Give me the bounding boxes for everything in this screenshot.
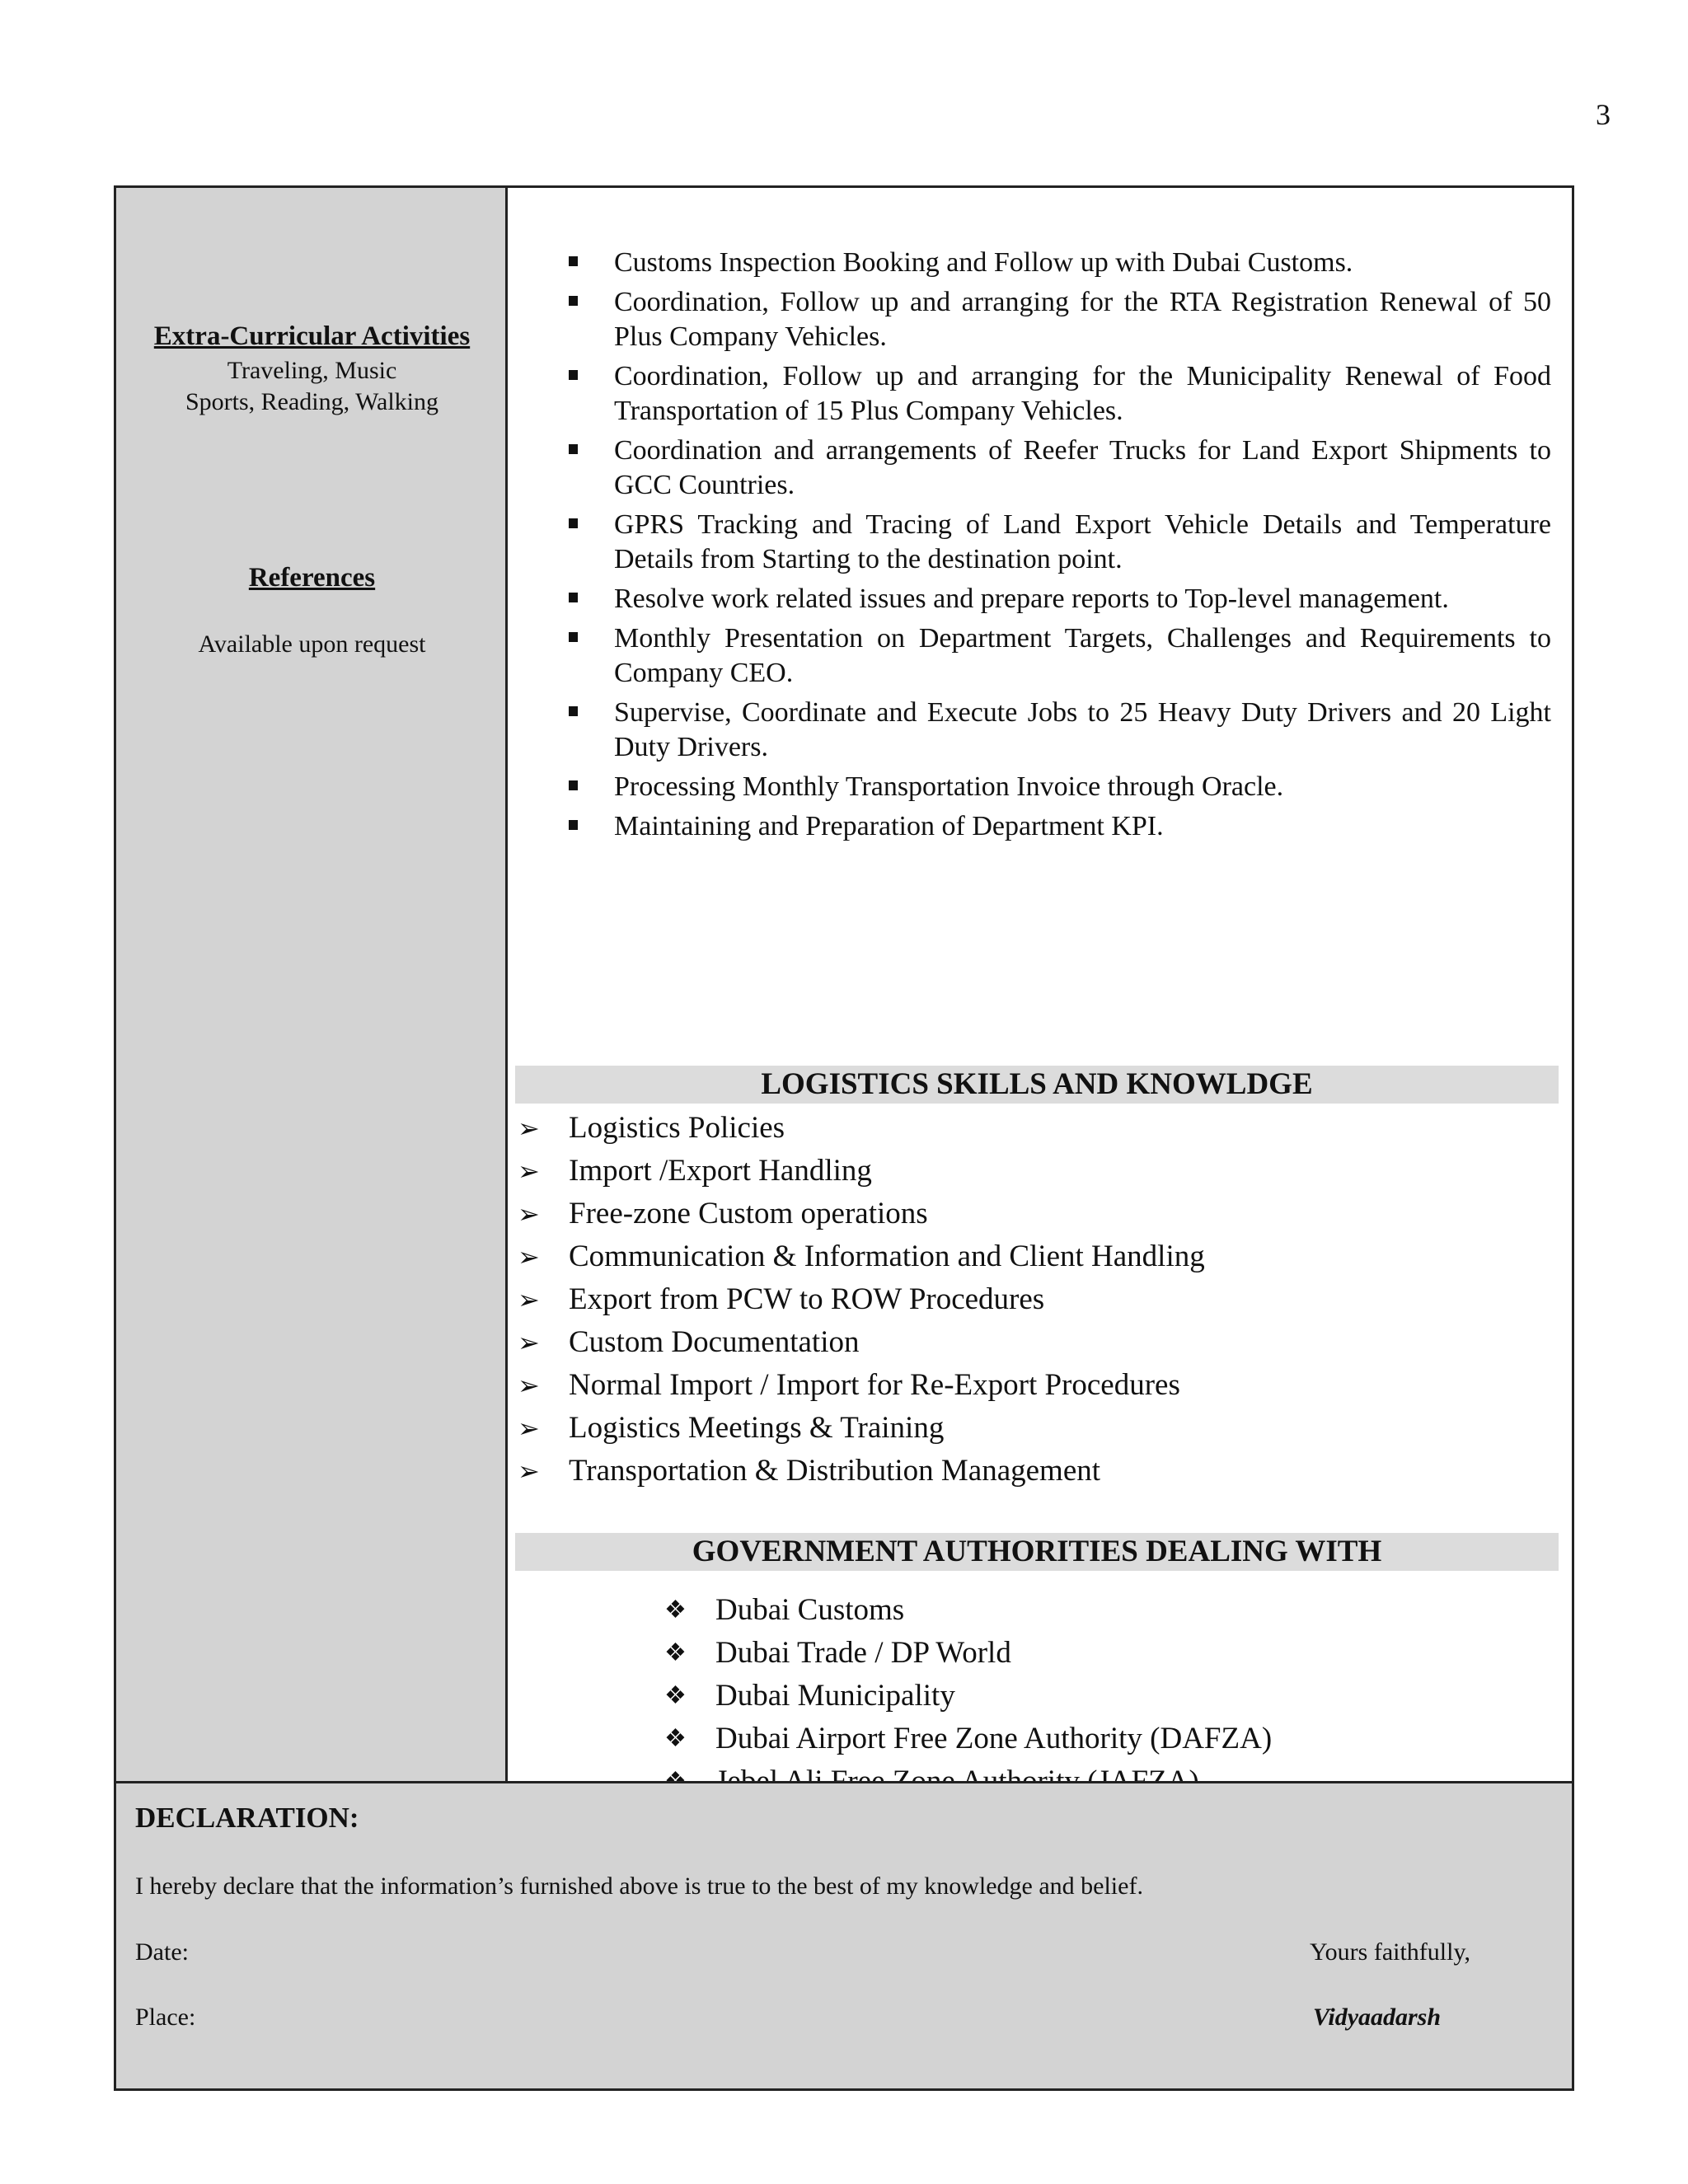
skill-item xyxy=(508,1278,1572,1321)
diamond-bullet-icon: ❖ xyxy=(664,1682,687,1709)
duty-item xyxy=(508,434,1572,503)
duty-text: Processing Monthly Transportation Invoice through Oracle. xyxy=(614,771,1284,802)
authority-text: Dubai Airport Free Zone Authority (DAFZA) xyxy=(715,1722,1273,1755)
duty-text: Maintaining and Preparation of Department KPI. xyxy=(614,811,1164,841)
square-bullet-icon xyxy=(569,444,578,454)
skill-text: Custom Documentation xyxy=(569,1325,860,1359)
authority-text: Dubai Customs xyxy=(715,1593,905,1627)
skill-item xyxy=(508,1407,1572,1450)
authority-item xyxy=(508,1632,1572,1675)
diamond-bullet-icon: ❖ xyxy=(664,1725,687,1752)
duty-text: Coordination, Follow up and arranging for the Municipality Renewal of Food Transportation of 15 Plus Company Vehicles. xyxy=(614,361,1551,426)
duty-item xyxy=(508,621,1572,691)
activities-line-2: Sports, Reading, Walking xyxy=(185,388,439,415)
square-bullet-icon xyxy=(569,370,578,380)
sidebar xyxy=(116,188,508,1781)
duty-item xyxy=(508,508,1572,577)
arrow-bullet-icon: ➢ xyxy=(518,1328,540,1357)
arrow-bullet-icon: ➢ xyxy=(518,1413,540,1443)
arrow-bullet-icon: ➢ xyxy=(518,1156,540,1186)
duty-item xyxy=(508,770,1572,804)
arrow-bullet-icon: ➢ xyxy=(518,1285,540,1315)
skills-list xyxy=(508,1107,1572,1493)
skill-item xyxy=(508,1235,1572,1278)
skill-text: Export from PCW to ROW Procedures xyxy=(569,1282,1045,1316)
references-heading: References xyxy=(248,563,376,593)
duties-list xyxy=(508,246,1572,849)
skill-item xyxy=(508,1321,1572,1364)
skill-text: Normal Import / Import for Re-Export Procedures xyxy=(569,1368,1180,1402)
skill-item xyxy=(508,1450,1572,1493)
arrow-bullet-icon: ➢ xyxy=(518,1113,540,1143)
duty-item xyxy=(508,246,1572,280)
authority-text: Dubai Municipality xyxy=(715,1679,955,1713)
declaration-text: I hereby declare that the information’s furnished above is true to the best of my knowledge and belief. xyxy=(135,1872,1143,1900)
activities-heading: Extra-Curricular Activities xyxy=(153,321,471,351)
signatory-name: Vidyaadarsh xyxy=(1313,2004,1442,2031)
duty-item xyxy=(508,809,1572,844)
duty-item xyxy=(508,696,1572,765)
arrow-bullet-icon: ➢ xyxy=(518,1242,540,1272)
skill-text: Transportation & Distribution Management xyxy=(569,1454,1101,1488)
skills-heading: LOGISTICS SKILLS AND KNOWLDGE xyxy=(515,1066,1559,1104)
square-bullet-icon xyxy=(569,518,578,528)
square-bullet-icon xyxy=(569,780,578,790)
skill-item xyxy=(508,1364,1572,1407)
authority-text: Dubai Trade / DP World xyxy=(715,1636,1011,1670)
skill-item xyxy=(508,1193,1572,1235)
authority-item xyxy=(508,1718,1572,1760)
duty-text: Customs Inspection Booking and Follow up with Dubai Customs. xyxy=(614,247,1353,278)
square-bullet-icon xyxy=(569,256,578,266)
square-bullet-icon xyxy=(569,593,578,602)
place-label: Place: xyxy=(135,2004,196,2031)
duty-text: Resolve work related issues and prepare reports to Top-level management. xyxy=(614,583,1449,614)
resume-frame xyxy=(114,185,1574,2091)
arrow-bullet-icon: ➢ xyxy=(518,1371,540,1400)
skill-text: Logistics Meetings & Training xyxy=(569,1411,945,1445)
skill-item xyxy=(508,1150,1572,1193)
duty-item xyxy=(508,285,1572,354)
arrow-bullet-icon: ➢ xyxy=(518,1456,540,1486)
duty-item xyxy=(508,582,1572,616)
square-bullet-icon xyxy=(569,632,578,642)
duty-text: GPRS Tracking and Tracing of Land Export Vehicle Details and Temperature Details from Starting to the destination point. xyxy=(614,509,1551,574)
declaration-section xyxy=(116,1781,1572,2088)
diamond-bullet-icon: ❖ xyxy=(664,1639,687,1666)
duty-text: Supervise, Coordinate and Execute Jobs to 25 Heavy Duty Drivers and 20 Light Duty Drivers. xyxy=(614,697,1551,762)
skill-text: Logistics Policies xyxy=(569,1111,785,1145)
skill-text: Free-zone Custom operations xyxy=(569,1197,928,1230)
authority-item xyxy=(508,1589,1572,1632)
main-content xyxy=(508,188,1572,1781)
duty-item xyxy=(508,359,1572,429)
duty-text: Coordination, Follow up and arranging for the RTA Registration Renewal of 50 Plus Company Vehicles. xyxy=(614,287,1551,352)
arrow-bullet-icon: ➢ xyxy=(518,1199,540,1229)
skill-text: Import /Export Handling xyxy=(569,1154,872,1188)
closing-text: Yours faithfully, xyxy=(1310,1938,1471,1966)
skill-item xyxy=(508,1107,1572,1150)
authority-item xyxy=(508,1675,1572,1718)
square-bullet-icon xyxy=(569,706,578,716)
authorities-heading: GOVERNMENT AUTHORITIES DEALING WITH xyxy=(515,1533,1559,1571)
duty-text: Coordination and arrangements of Reefer Trucks for Land Export Shipments to GCC Countries. xyxy=(614,435,1551,500)
diamond-bullet-icon: ❖ xyxy=(664,1596,687,1624)
activities-line-1: Traveling, Music xyxy=(227,357,397,384)
duty-text: Monthly Presentation on Department Targets, Challenges and Requirements to Company CEO. xyxy=(614,623,1551,688)
references-text: Available upon request xyxy=(198,630,426,658)
square-bullet-icon xyxy=(569,296,578,306)
skill-text: Communication & Information and Client Handling xyxy=(569,1240,1205,1273)
square-bullet-icon xyxy=(569,820,578,830)
declaration-title: DECLARATION: xyxy=(135,1802,359,1834)
date-label: Date: xyxy=(135,1938,189,1966)
page-number: 3 xyxy=(1596,98,1611,131)
